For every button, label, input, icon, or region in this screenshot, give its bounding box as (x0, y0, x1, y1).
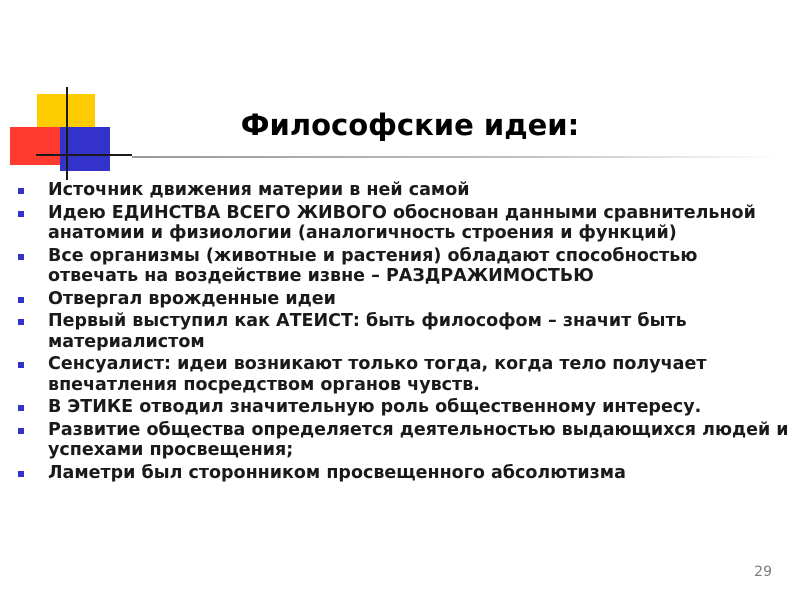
square-bullet-icon (18, 362, 24, 368)
bullet-text: В ЭТИКЕ отводил значительную роль общественному интересу. (48, 397, 702, 417)
title-underline (132, 156, 782, 158)
square-bullet-icon (18, 428, 24, 434)
list-item (18, 397, 793, 418)
bullet-text: Первый выступил как АТЕИСТ: быть философом – значит быть материалистом (48, 311, 687, 352)
decor-horizontal-line (36, 154, 132, 156)
bullet-text: Развитие общества определяется деятельностью выдающихся людей и успехами просвещения; (48, 419, 789, 460)
bullet-text: Источник движения материи в ней самой (48, 180, 470, 200)
list-item (18, 420, 793, 461)
list-item (18, 354, 793, 395)
bullet-text: Идею ЕДИНСТВА ВСЕГО ЖИВОГО обоснован данными сравнительной анатомии и физиологии (аналогичность строения и функций) (48, 202, 756, 243)
decor-vertical-line (66, 87, 68, 180)
square-bullet-icon (18, 319, 24, 325)
list-item (18, 311, 793, 352)
decor-red-square (10, 127, 62, 165)
square-bullet-icon (18, 471, 24, 477)
list-item (18, 180, 793, 201)
slide-title: Философские идеи: (240, 108, 580, 142)
list-item (18, 203, 793, 244)
bullet-text: Отвергал врожденные идеи (48, 288, 336, 309)
bullet-text: Все организмы (животные и растения) обладают способностью отвечать на воздействие извне – РАЗДРАЖИМОСТЬЮ (48, 245, 698, 286)
square-bullet-icon (18, 188, 24, 194)
square-bullet-icon (18, 211, 24, 217)
list-item (18, 289, 793, 310)
bullet-text: Сенсуалист: идеи возникают только тогда, когда тело получает впечатления посредством органов чувств. (48, 354, 707, 395)
list-item (18, 463, 793, 484)
square-bullet-icon (18, 405, 24, 411)
square-bullet-icon (18, 297, 24, 303)
bullet-list (18, 180, 793, 485)
bullet-text: Ламетри был сторонником просвещенного абсолютизма (48, 462, 626, 483)
page-number: 29 (754, 564, 772, 580)
square-bullet-icon (18, 254, 24, 260)
list-item (18, 246, 793, 287)
